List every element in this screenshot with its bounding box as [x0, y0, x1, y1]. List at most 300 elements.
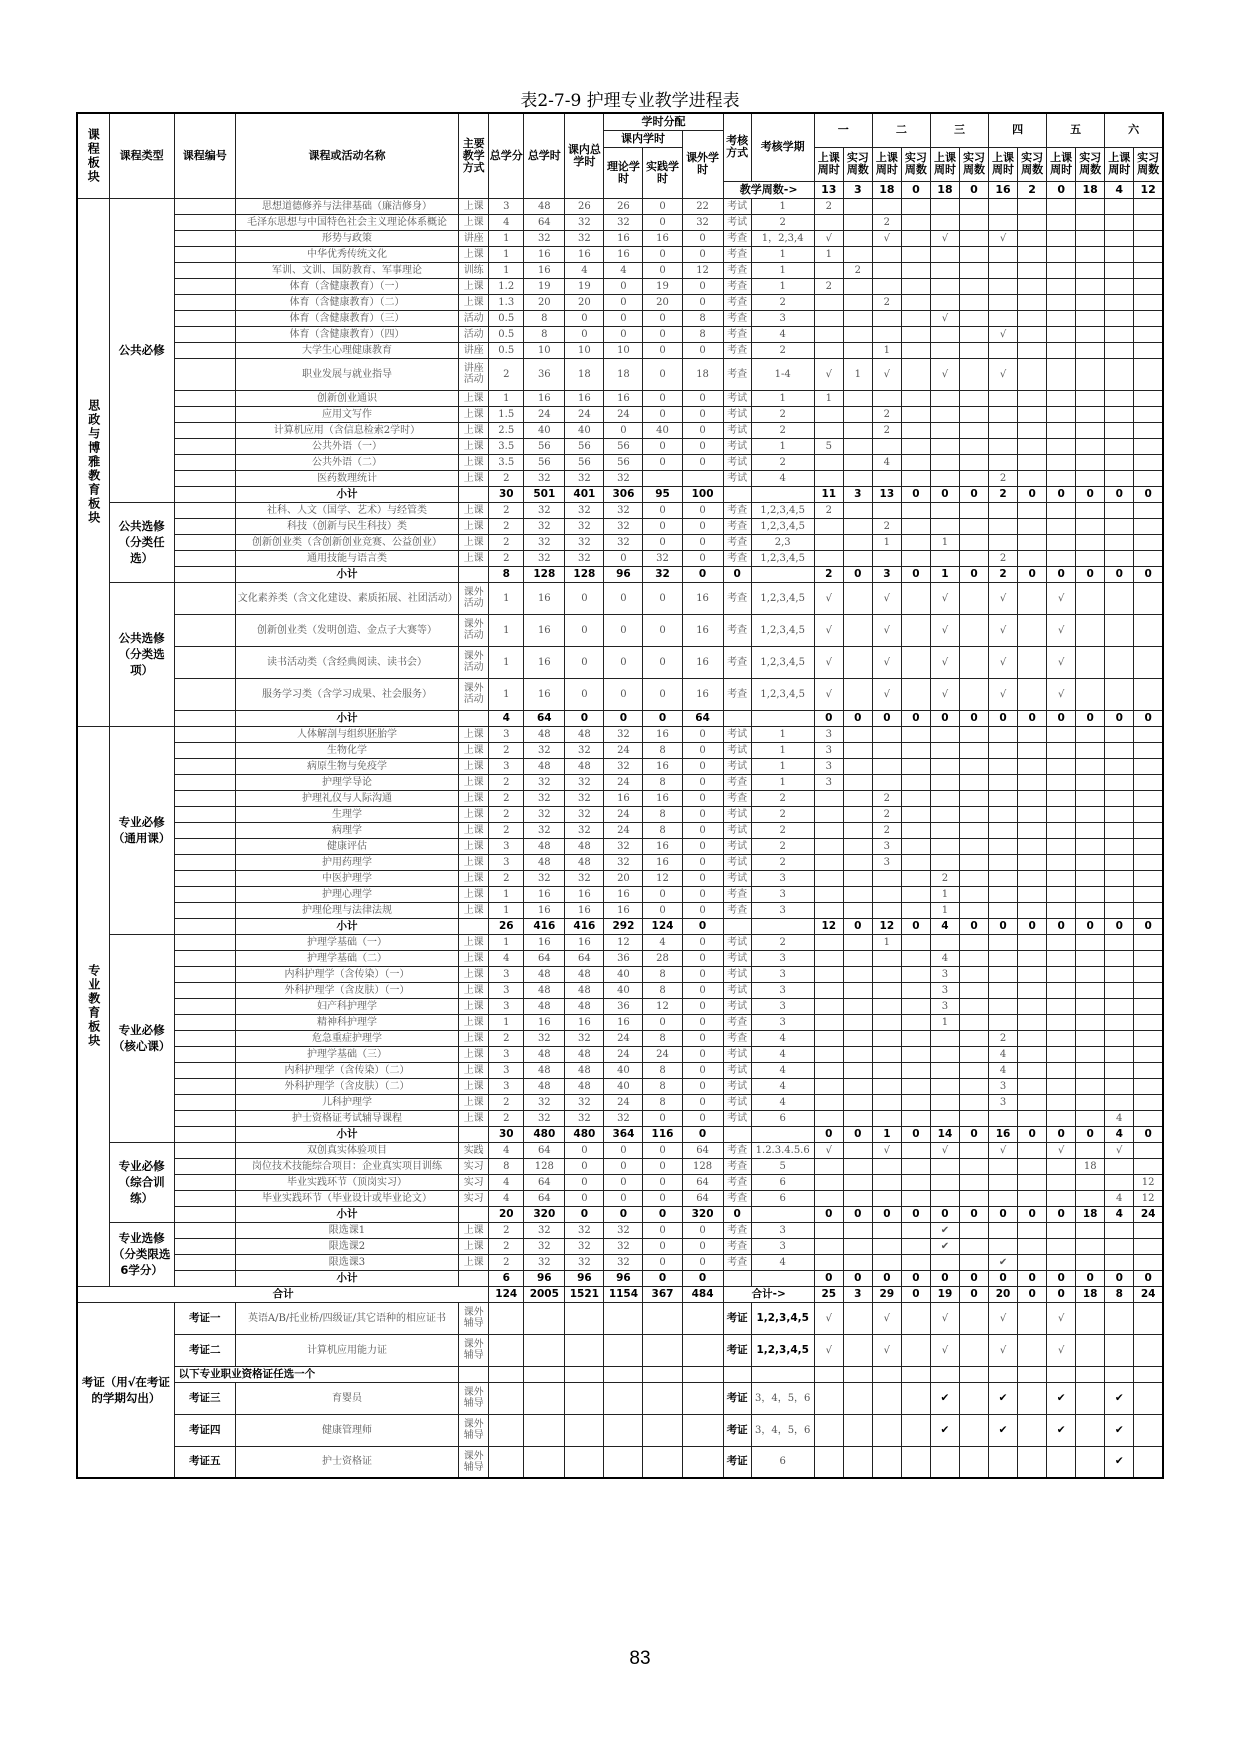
cell-value	[930, 278, 959, 294]
header-semester-4: 四	[989, 113, 1047, 147]
cell-value	[1105, 950, 1134, 966]
cell-value	[901, 1190, 930, 1206]
course-row	[77, 1078, 1163, 1094]
cell-value	[1018, 470, 1047, 486]
cell-value	[1076, 870, 1105, 886]
cell-value: 48	[565, 1078, 604, 1094]
cell-value	[1134, 198, 1163, 214]
teaching-mode: 讲座	[459, 230, 489, 246]
cell-value	[682, 470, 723, 486]
course-row	[77, 406, 1163, 422]
cell-value: 2	[489, 1094, 524, 1110]
cell-value: 0	[682, 838, 723, 854]
cell-value	[1047, 390, 1076, 406]
cell-value: 16	[565, 902, 604, 918]
course-code	[174, 1030, 235, 1046]
cell-value	[1018, 262, 1047, 278]
cell-value: 3	[989, 1094, 1018, 1110]
course-row	[77, 1158, 1163, 1174]
empty-cell	[1047, 1366, 1076, 1382]
course-row	[77, 742, 1163, 758]
header-teaching-weeks: 12	[1134, 181, 1163, 198]
cert-name: 计算机应用能力证	[235, 1334, 458, 1366]
cell-value	[1105, 854, 1134, 870]
cell-value: 18	[682, 358, 723, 390]
cell-value: 2	[872, 294, 901, 310]
cell-value	[872, 1254, 901, 1270]
exam-method: 考试	[723, 934, 751, 950]
exam-term: 3	[751, 886, 814, 902]
cell-value	[1076, 1078, 1105, 1094]
header-teaching-weeks: 18	[872, 181, 901, 198]
cell-value	[901, 1094, 930, 1110]
subtotal-exam	[723, 486, 751, 502]
empty-cell	[814, 1366, 843, 1382]
cell-value: 0	[643, 438, 682, 454]
course-row	[77, 390, 1163, 406]
cell-value	[989, 998, 1018, 1014]
cell-value: 3	[930, 966, 959, 982]
header-semester-2: 二	[872, 113, 930, 147]
cell-value	[843, 982, 872, 998]
teaching-mode: 上课	[459, 502, 489, 518]
cell-value	[1076, 422, 1105, 438]
cell-value: 32	[565, 470, 604, 486]
cell-value: 20	[643, 294, 682, 310]
course-code	[174, 1174, 235, 1190]
cert-name: 育婴员	[235, 1382, 458, 1414]
cell-value	[959, 582, 988, 614]
cell-value: 32	[524, 1238, 565, 1254]
cell-value: 20	[524, 294, 565, 310]
subtotal-exam	[723, 1270, 751, 1286]
teaching-mode: 上课	[459, 982, 489, 998]
cell-value: 48	[524, 758, 565, 774]
cell-value	[872, 950, 901, 966]
cell-value	[843, 1078, 872, 1094]
course-row	[77, 678, 1163, 710]
cell-value: 2	[489, 822, 524, 838]
cell-value	[1134, 1046, 1163, 1062]
cell-value: 32	[565, 1030, 604, 1046]
cell-value: 3	[489, 966, 524, 982]
cert-week	[1105, 1302, 1134, 1334]
teaching-mode: 课外 活动	[459, 614, 489, 646]
cell-value	[959, 358, 988, 390]
cell-value	[1134, 854, 1163, 870]
subtotal-value: 0	[682, 1126, 723, 1142]
subtotal-week: 18	[1076, 1206, 1105, 1222]
cell-value	[1018, 326, 1047, 342]
cell-value	[843, 1062, 872, 1078]
cell-value	[1076, 1254, 1105, 1270]
cell-value	[989, 806, 1018, 822]
subtotal-week: 0	[843, 1126, 872, 1142]
cell-value: 0	[682, 518, 723, 534]
course-name: 生物化学	[235, 742, 458, 758]
cell-value: 32	[604, 518, 643, 534]
course-row	[77, 982, 1163, 998]
cell-value	[1105, 294, 1134, 310]
cell-value	[1105, 1062, 1134, 1078]
teaching-mode: 上课	[459, 390, 489, 406]
cell-value	[1018, 390, 1047, 406]
cell-value	[901, 854, 930, 870]
cell-value: 1	[489, 614, 524, 646]
header-teaching-weeks: 18	[1076, 181, 1105, 198]
cell-value	[1076, 950, 1105, 966]
cell-value: 56	[604, 438, 643, 454]
subtotal-value: 116	[643, 1126, 682, 1142]
cell-value: 24	[604, 406, 643, 422]
cell-value: 16	[604, 390, 643, 406]
cell-value: 32	[524, 1030, 565, 1046]
empty-cell	[901, 1366, 930, 1382]
cell-value: 8	[643, 774, 682, 790]
cell-value	[989, 1174, 1018, 1190]
exam-method: 考查	[723, 1174, 751, 1190]
subtotal-week: 0	[989, 710, 1018, 726]
cell-value	[1018, 678, 1047, 710]
course-name: 毕业实践环节（顶岗实习）	[235, 1174, 458, 1190]
cell-value: 3	[489, 838, 524, 854]
subtotal-week: 0	[959, 710, 988, 726]
course-code	[174, 518, 235, 534]
teaching-mode: 上课	[459, 998, 489, 1014]
cell-value	[1105, 1078, 1134, 1094]
cell-value: 24	[604, 1030, 643, 1046]
cell-value: 0	[604, 582, 643, 614]
course-row	[77, 454, 1163, 470]
cell-value	[930, 550, 959, 566]
cell-value	[843, 230, 872, 246]
cell-value: 1	[489, 246, 524, 262]
cert-week: ✔	[930, 1382, 959, 1414]
cell-value: 0	[682, 790, 723, 806]
cell-value	[1076, 582, 1105, 614]
subtotal-week: 0	[814, 1206, 843, 1222]
cell-value: 0	[565, 678, 604, 710]
cell-value	[959, 454, 988, 470]
cell-value	[1105, 1238, 1134, 1254]
cell-value	[1134, 470, 1163, 486]
cell-value	[930, 262, 959, 278]
cell-value: 0	[682, 438, 723, 454]
subtotal-week: 0	[901, 918, 930, 934]
cell-value	[930, 854, 959, 870]
cell-value	[959, 1046, 988, 1062]
cell-value: 2	[489, 502, 524, 518]
course-code	[174, 646, 235, 678]
cell-value: √	[989, 326, 1018, 342]
cell-value	[930, 822, 959, 838]
cert-week: √	[1047, 1334, 1076, 1366]
cell-value	[843, 454, 872, 470]
cell-value: 16	[604, 902, 643, 918]
course-code	[174, 406, 235, 422]
cell-value	[901, 998, 930, 1014]
subtotal-value: 416	[565, 918, 604, 934]
cell-value: 16	[524, 582, 565, 614]
cell-value	[959, 1078, 988, 1094]
course-code	[174, 934, 235, 950]
exam-term: 1	[751, 726, 814, 742]
course-name: 创新创业类（含创新创业竞赛、公益创业）	[235, 534, 458, 550]
cell-value	[1105, 998, 1134, 1014]
cell-value: 32	[604, 854, 643, 870]
subtotal-week: 0	[1076, 710, 1105, 726]
empty-cell	[682, 1382, 723, 1414]
cell-value	[901, 1046, 930, 1062]
cert-week	[1018, 1446, 1047, 1478]
cell-value: 0	[565, 1158, 604, 1174]
cell-value	[1134, 518, 1163, 534]
cell-value	[843, 822, 872, 838]
course-row	[77, 902, 1163, 918]
cell-value	[989, 294, 1018, 310]
cell-value	[930, 934, 959, 950]
cell-value	[1047, 1062, 1076, 1078]
course-code	[174, 790, 235, 806]
cell-value: 32	[524, 1094, 565, 1110]
cell-value	[1076, 390, 1105, 406]
header-sub-class-hours: 上课周时	[989, 147, 1018, 181]
subtotal-value: 96	[524, 1270, 565, 1286]
course-name: 毛泽东思想与中国特色社会主义理论体系概论	[235, 214, 458, 230]
cell-value	[843, 214, 872, 230]
exam-term: 4	[751, 1254, 814, 1270]
cell-value: 64	[682, 1142, 723, 1158]
subtotal-week: 0	[1105, 486, 1134, 502]
cell-value	[814, 310, 843, 326]
cell-value	[843, 198, 872, 214]
cell-value	[1018, 870, 1047, 886]
cell-value	[1018, 1238, 1047, 1254]
course-code	[174, 422, 235, 438]
course-code	[174, 710, 235, 726]
course-type: 公共必修	[109, 198, 174, 502]
cell-value	[930, 246, 959, 262]
cell-value: 3	[489, 982, 524, 998]
empty-cell	[604, 1366, 643, 1382]
cell-value	[959, 726, 988, 742]
course-code	[174, 1110, 235, 1126]
cell-value	[1105, 326, 1134, 342]
subtotal-week: 1	[930, 566, 959, 582]
cell-value	[872, 502, 901, 518]
table-header	[77, 113, 1163, 198]
empty-cell	[643, 1446, 682, 1478]
cell-value	[930, 342, 959, 358]
cell-value	[989, 406, 1018, 422]
cell-value: √	[930, 646, 959, 678]
cell-value: 16	[524, 678, 565, 710]
cell-value	[814, 1190, 843, 1206]
course-row	[77, 1030, 1163, 1046]
subtotal-label: 小计	[235, 918, 458, 934]
cell-value	[843, 390, 872, 406]
cell-value	[901, 438, 930, 454]
exam-method: 考证	[723, 1446, 751, 1478]
cell-value	[843, 1222, 872, 1238]
cell-value	[872, 1014, 901, 1030]
cell-value	[989, 822, 1018, 838]
cell-value: 32	[604, 726, 643, 742]
cert-code: 考证一	[174, 1302, 235, 1334]
course-name: 军训、文训、国防教育、军事理论	[235, 262, 458, 278]
exam-term: 3	[751, 310, 814, 326]
cell-value	[1047, 534, 1076, 550]
header-exam-method: 考核方式	[723, 113, 751, 181]
cell-value: 1.2	[489, 278, 524, 294]
cell-value	[901, 406, 930, 422]
subtotal-week: 0	[1076, 918, 1105, 934]
cell-value	[1047, 870, 1076, 886]
cert-week: ✔	[1105, 1446, 1134, 1478]
course-name: 病原生物与免疫学	[235, 758, 458, 774]
empty-cell	[643, 1334, 682, 1366]
cell-value: √	[872, 678, 901, 710]
cell-value	[901, 1078, 930, 1094]
course-code	[174, 1078, 235, 1094]
cell-value: 0	[643, 1254, 682, 1270]
cell-value: 32	[565, 550, 604, 566]
cell-value	[814, 1222, 843, 1238]
cell-value	[1105, 438, 1134, 454]
cell-value: 0	[604, 678, 643, 710]
cell-value	[1134, 422, 1163, 438]
teaching-mode: 上课	[459, 1078, 489, 1094]
header-outside: 课外学时	[682, 130, 723, 198]
cell-value: 0	[682, 502, 723, 518]
subtotal-week: 0	[1076, 1126, 1105, 1142]
cell-value	[1047, 1254, 1076, 1270]
course-name: 危急重症护理学	[235, 1030, 458, 1046]
course-code	[174, 310, 235, 326]
cell-value	[1134, 246, 1163, 262]
course-code	[174, 566, 235, 582]
exam-term: 2	[751, 822, 814, 838]
cert-week: √	[989, 1302, 1018, 1334]
cell-value: 2	[489, 806, 524, 822]
cell-value	[814, 886, 843, 902]
exam-method: 考查	[723, 1190, 751, 1206]
cell-value: 0	[643, 1158, 682, 1174]
cell-value	[1018, 550, 1047, 566]
course-name: 计算机应用（含信息检索2学时）	[235, 422, 458, 438]
course-name: 病理学	[235, 822, 458, 838]
empty-cell	[989, 1366, 1018, 1382]
cell-value	[843, 246, 872, 262]
cert-week	[930, 1446, 959, 1478]
cell-value	[1018, 854, 1047, 870]
course-name: 公共外语（一）	[235, 438, 458, 454]
cell-value: 48	[524, 982, 565, 998]
cell-value	[1076, 758, 1105, 774]
exam-method: 考试	[723, 966, 751, 982]
exam-method: 考试	[723, 950, 751, 966]
cell-value: 8	[643, 1078, 682, 1094]
subtotal-value: 320	[524, 1206, 565, 1222]
exam-term: 2	[751, 342, 814, 358]
cell-value: 3	[489, 1046, 524, 1062]
course-type: 专业必修（综合训练）	[109, 1142, 174, 1222]
subtotal-label: 小计	[235, 1270, 458, 1286]
teaching-mode: 实习	[459, 1190, 489, 1206]
cell-value	[959, 1142, 988, 1158]
cell-value	[959, 1094, 988, 1110]
cell-value	[1047, 1238, 1076, 1254]
course-code	[174, 278, 235, 294]
cell-value	[872, 1174, 901, 1190]
subtotal-value: 30	[489, 1126, 524, 1142]
cell-value: 16	[643, 838, 682, 854]
cert-week: ✔	[1105, 1382, 1134, 1414]
cell-value: √	[1047, 646, 1076, 678]
cell-value	[814, 854, 843, 870]
cell-value: 0	[643, 1222, 682, 1238]
course-row	[77, 822, 1163, 838]
cell-value	[1134, 406, 1163, 422]
exam-method: 考试	[723, 1078, 751, 1094]
subtotal-week: 0	[843, 566, 872, 582]
course-code	[174, 294, 235, 310]
teaching-mode: 上课	[459, 422, 489, 438]
cell-value	[1134, 1238, 1163, 1254]
exam-method: 考查	[723, 1030, 751, 1046]
header-teaching-weeks: 3	[843, 181, 872, 198]
cell-value: 32	[524, 774, 565, 790]
cert-week: √	[814, 1334, 843, 1366]
cell-value	[1134, 454, 1163, 470]
course-code	[174, 1126, 235, 1142]
cell-value	[1047, 454, 1076, 470]
cell-value: 0	[682, 1046, 723, 1062]
cell-value	[1105, 406, 1134, 422]
cell-value	[843, 758, 872, 774]
cell-value	[1105, 454, 1134, 470]
header-mode: 主要教学方式	[459, 113, 489, 198]
cell-value: 16	[565, 1014, 604, 1030]
teaching-mode: 上课	[459, 1254, 489, 1270]
teaching-mode: 上课	[459, 278, 489, 294]
subtotal-exam	[723, 1126, 751, 1142]
total-week: 19	[930, 1286, 959, 1302]
cell-value	[1076, 454, 1105, 470]
cell-value	[989, 502, 1018, 518]
cell-value: 16	[565, 246, 604, 262]
exam-method: 考查	[723, 646, 751, 678]
cell-value	[872, 390, 901, 406]
subtotal-week: 0	[814, 710, 843, 726]
course-code	[174, 454, 235, 470]
empty-cell	[604, 1446, 643, 1478]
cell-value: 0.5	[489, 326, 524, 342]
cell-value: 32	[524, 518, 565, 534]
cell-value	[814, 534, 843, 550]
total-label: 合计	[77, 1286, 489, 1302]
cell-value: 0	[682, 406, 723, 422]
cert-row	[77, 1414, 1163, 1446]
exam-term: 1	[751, 278, 814, 294]
cert-week	[959, 1446, 988, 1478]
cell-value: 3.5	[489, 454, 524, 470]
cell-value: 48	[565, 998, 604, 1014]
subtotal-row	[77, 1126, 1163, 1142]
cell-value: 2	[489, 742, 524, 758]
cell-value	[1018, 934, 1047, 950]
cell-value	[959, 198, 988, 214]
